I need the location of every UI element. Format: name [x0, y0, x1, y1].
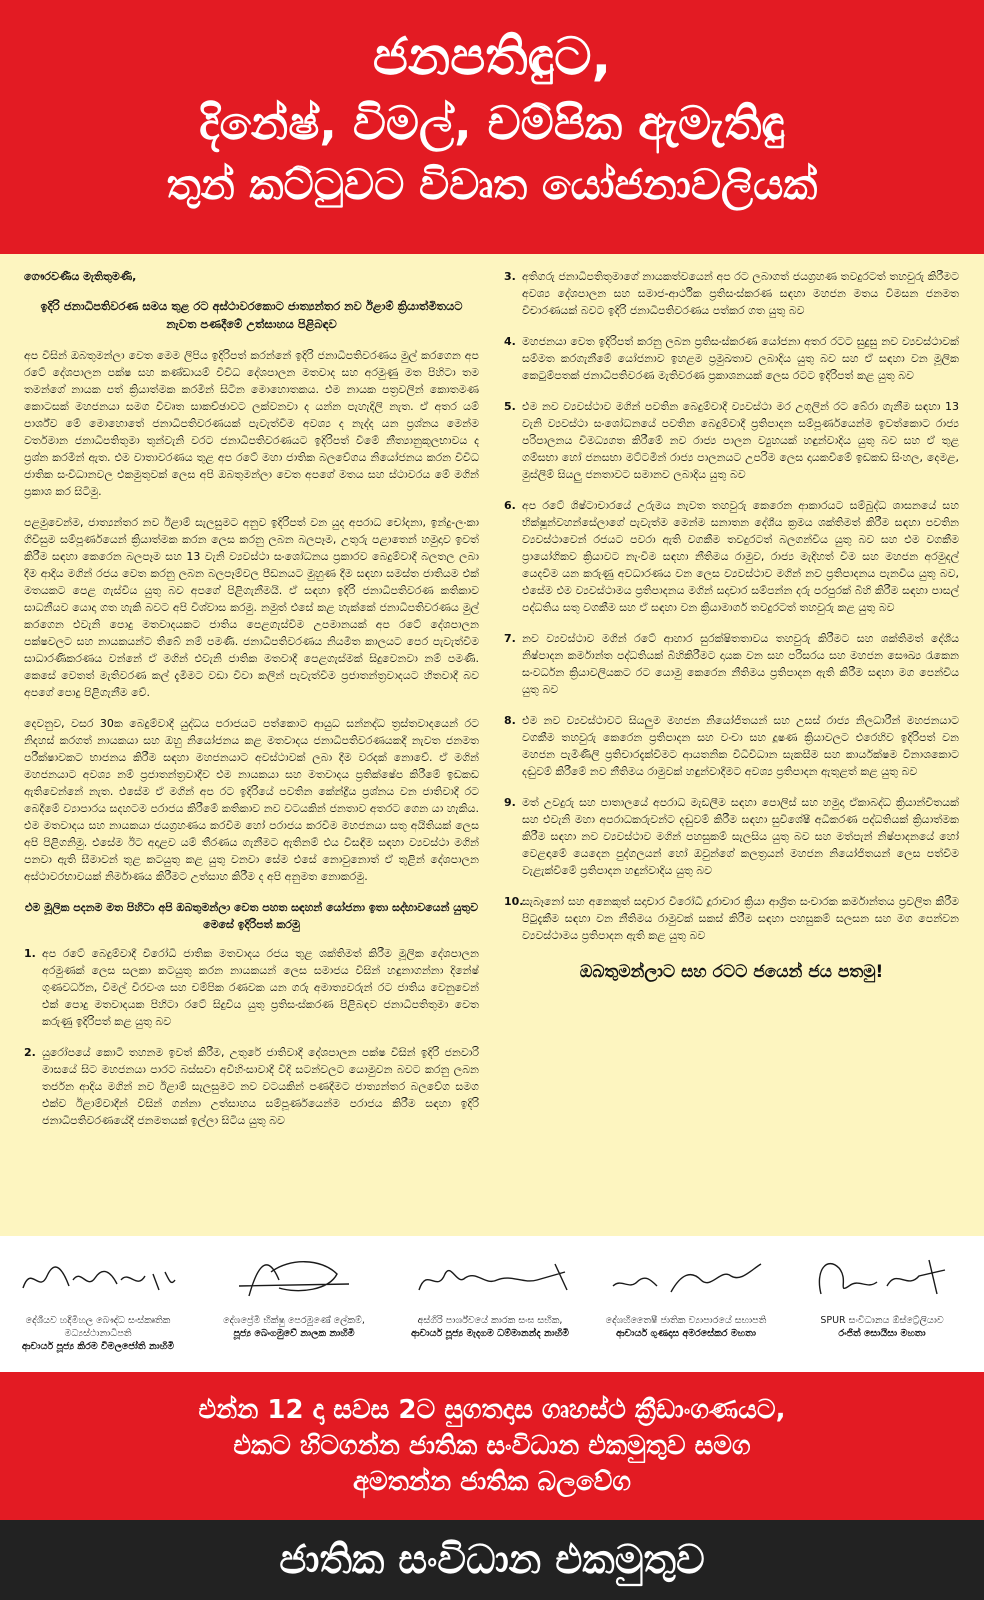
proposal-item-1	[24, 945, 479, 1030]
signatory-1	[0, 1250, 196, 1353]
proposal-text: අප රටේ ශිෂ්ටාචාරයේ උරුමය නැවත තහවුරු කෙරෙන ආකාරයට සම්බුද්ධ ශාසනයේ සහ භික්ෂූන්වහන්සේලාගේ පැවැත්ම මෙන්ම සනාතන දේශීය ක්‍රමය ශක්තිමත් කිරීම සඳහා පවතින ව්‍යවස්ථාවෙන් රජයට පවරා ඇති වගකීම තවදුරටත් බලගන්වීය යුතු බව සහ එම වගකීම ප්‍රායෝගිකව ක්‍රියාවට නැංවීම සඳහා නීතිමය රාමුව, රාජ්‍ය මැදිහත් වීම සහ මහජන අරමුදල් යෙදවීම යන කරුණු අවධාරණය වන ලෙස ව්‍යවස්ථාව මගින් නව ප්‍රතිපාදනය පැනවිය යුතු බව, එසේම එම ව්‍යවස්ථාමය ප්‍රතිපාදනය මගින් සදාචාර සම්පන්න දරු පරපුරක් බිහි කිරීම සඳහා පාසල් පද්ධතිය සතු වගකීම සහ ඒ සඳහා වන ක්‍රියාමාර්ග තවදුරටත් තහවුරු කළ යුතු බව	[522, 499, 959, 614]
headline-line-1: ජනපතිඳුට,	[372, 27, 612, 87]
headline-line-3: තුන් කට්ටුවට විවෘත යෝජනාවලියක්	[166, 159, 818, 209]
signatory-4	[588, 1250, 784, 1340]
proposal-text: සැබෑනෝ සහ අනෙකුත් සදාචාර විරෝධී දූරාචාර ක්‍රියා ආශ්‍රිත සංචාරක කර්මාන්තය ප්‍රවලිත කිරීම පිටුදැකීම සඳහා වන නීතිමය රාමුවක් සකස් කිරීම සඳහා පහසුකම් සලසන සහ මග පෙන්වන ව්‍යවස්ථාමය ප්‍රතිපාදන ඇති කළ යුතු බව	[522, 895, 959, 942]
signatures-section	[0, 1236, 984, 1372]
signature-icon	[601, 1250, 771, 1304]
rally-line-3: අමතන්න ජාතික බලවේග	[353, 1467, 631, 1497]
proposal-number: 9.	[504, 796, 516, 809]
proposal-item-9	[504, 794, 959, 879]
salutation: ගෞරවණීය මැතිතුමණි,	[24, 270, 137, 283]
proposal-text: එම නව ව්‍යවස්ථාවට සියලුම මහජන නියෝජිතයන් සහ උසස් රාජ්‍ය නිලධාරීන් මහජනයාට වගකීම තහවුරු කෙරෙන ප්‍රතිපාදන සහ වංචා සහ දූෂණ ක්‍රියාවලට එරෙහිව ඉදිරිපත් වන මහජන පැමිණිලි ප්‍රතිචාරදැක්වීමට ආයතනික විධිවිධාන සැකසීම සහ කාර්යක්ෂම විනාශකොට දඬුවම් කිරීමේ නව නීතිමය රාමුවක් හඳුන්වාදීමට අවශ්‍ය ප්‍රතිපාදන ඇතුළත් කළ යුතු බව	[522, 714, 959, 778]
letter-body	[0, 254, 984, 1236]
proposal-number: 6.	[504, 499, 516, 512]
proposal-number: 4.	[504, 335, 516, 348]
proposal-number: 7.	[504, 632, 516, 645]
signatory-name: පූජ්‍ය බෙංගමුවේ නාලක නාහිමි	[233, 1328, 355, 1339]
signatory-title: අස්ගිරි පාර්ශ්වයේ කාරක සංඝ සභික,	[417, 1315, 563, 1326]
proposal-text: මහජනයා වෙත ඉදිරිපත් කරනු ලබන ප්‍රතිසංස්කරණ යෝජනා අතර රටට සුදුසු නව ව්‍යවස්ථාවක් සම්මත කරගැනීමේ යෝජනාව ඉහළම ප්‍රමුඛතාව ලබාදිය යුතු බව සහ ඒ සඳහා වන මූලික කෙටුම්පතක් ජනාධිපතිවරණ මැතිවරණ ප්‍රකාශනයක් ලෙස රටට ඉදිරිපත් කළ යුතු බව	[522, 335, 959, 382]
proposal-number: 8.	[504, 714, 516, 727]
rally-line-1: එන්න 12 දා සවස 2ට සුගතදාස ගෘහස්ථ ක්‍රීඩාංගණයට,	[198, 1395, 786, 1425]
proposal-item-7	[504, 630, 959, 698]
header-banner	[0, 0, 984, 254]
signatory-2	[196, 1250, 392, 1340]
headline-line-2: දිනේෂ්, විමල්, චම්පික ඇමැතිඳු	[199, 96, 785, 151]
signatory-title: දේශහිතෛෂී ජාතික ව්‍යාපාරයේ සභාපති	[605, 1315, 767, 1326]
signatory-title: දේශීයව හදිමිහල බෞද්ධ සංස්කෘතික මධ්‍යස්ථානාධිපති	[25, 1315, 171, 1339]
footer-banner	[0, 1520, 984, 1600]
proposal-item-6	[504, 497, 959, 616]
signatory-5	[784, 1250, 980, 1340]
proposal-number: 3.	[504, 270, 516, 283]
proposal-number: 10.	[504, 895, 524, 908]
rally-banner	[0, 1372, 984, 1520]
signatory-name: ආචාර්ය පූජ්‍ය කිරම විමලජෝති නාහිමි	[21, 1341, 175, 1352]
signature-icon	[13, 1250, 183, 1304]
rally-line-2: එකට හිටගන්න ජාතික සංවිධාන එකමුතුව සමග	[233, 1431, 751, 1461]
proposal-item-2	[24, 1044, 479, 1129]
signature-icon	[209, 1250, 379, 1304]
letter-subject: ඉදිරි ජනාධිපතිවරණ සමය තුළ රට අස්ථාවරකොට ජාත්‍යන්තර නව ඊළාම් ක්‍රියාත්මිතයට නැවත පණදීමේ උත්සාහය පිළිබඳව	[40, 299, 463, 331]
proposal-item-10	[504, 893, 959, 944]
points-heading: එම මූලික පදනම මත පිහිටා අපි ඔබතුමන්ලා වෙත පහත සඳහන් යෝජනා ඉතා සද්භාවයෙන් යුතුව මෙසේ ඉදිරිපත් කරමු	[24, 901, 479, 931]
proposal-number: 5.	[504, 400, 516, 413]
signatory-name: රංජිත් සොයිසා මහතා	[838, 1328, 926, 1339]
proposal-number: 1.	[24, 947, 36, 960]
proposal-item-4	[504, 333, 959, 384]
letter-paragraph-3: දෙවනුව, වසර 30ක බෙදුම්වාදී යුද්ධය පරාජයට පත්කොට ආයුධ සන්නද්ධ ත්‍රස්තවාදයෙන් රට නිදහස් කරගත් නායකයා සහ ඔහු නියෝජනය කළ මතවාදය ජනාධිපතිවරණයකදී නැවත ජනමත පරීක්ෂාවකට භාජනය කිරීම සඳහා මහජනයාට අවස්ථාවක් ලබා දීම වරදක් නොවේ. ඒ මගින් මහජනයාට අවශ්‍ය නම් ප්‍රජාතන්ත්‍රවාදීව එම නායකයා සහ මතවාදය ප්‍රතික්ෂේප කිරීමේ ඉඩකඩ ඇතිවෙන්නේ නැත. එසේම ඒ මගින් අප රට ඉදිරියේ පවතින කේන්ද්‍රීය ප්‍රශ්නය වන ජාතිවාදී රට බෙදීමේ ව්‍යාපාරය සදහටම පරාජය කිරීමේ කතිකාව නව වටයකින් ජනතාව අතරට ගෙන යා හැකිය. එම මතවාදය සහ නායකයා ජයග්‍රහණය කරවීම හෝ පරාජය කරවීම මහජනයා සතු අයිතියක් ලෙස අපි පිළිගනිමු. එසේම ඊට අදාළව යම් තීරණය ගැනීමට ඇතිනම් එය විසඳීම සඳහා ව්‍යවස්ථා මගින් පනවා ඇති සීමාවන් තුළ කටයුතු කළ යුතු වනවා සේම එසේ නොවුනොත් ඒ තුළින් දේශපාලන අස්ථාවරභාවයක් නිර්මාණය කිරීමට උත්සාහ කිරීම ද අපි අනුමත නොකරමු.	[24, 717, 479, 883]
letter-paragraph-2: පළමුවෙන්ම, ජාත්‍යන්තර නව ඊළාම් සැලසුමට අනුව ඉදිරිපත් වන යුද අපරාධ චෝදනා, ඉන්දු-ලංකා ගිවිසුම සම්පූර්ණයෙන් ක්‍රියාත්මක කරන ලෙස කරනු ලබන බලපෑම, උතුරු පළාතෙන් හමුදාව ඉවත් කිරීම සඳහා කෙරෙන බලපෑම සහ 13 වැනි ව්‍යවස්ථා සංශෝධනය ප්‍රකාරව බෙදුම්වාදී බලතල ලබා දීම ආදිය මගින් රජය වෙත කරනු ලබන බලපෑම්වල පීඩනයට මුහුණ දීම සඳහා සමස්ත ජාතියම එක් මතයකට පෙළ ගැස්විය යුතු බව අපගේ පිළිගැනීමයි. ඒ සඳහා ඉදිරි ජනාධිපතිවරණ කතිකාව සාධනීයව යොදා ගත හැකි බවට අපි විශ්වාස කරමු. නමුත් එසේ කළ හැක්කේ ජනාධිපතිවරණය මුල් කරගෙන එවැනි පොදු මතවාදයකට ජාතිය පෙළගැස්වීම උපමානයක් අප රටේ දේශපාලන පක්ෂවලට සහ නායකයන්ට තිබේ නම් පමණි. ජනාධිපතිවරණය නියමිත කාලයට පෙර පැවැත්වීම සාධාරණිකරණය වන්නේ ඒ මගින් එවැනි ජාතික මතවාදී පෙළගැස්මක් සිදුවෙනවා නම් පමණි. කෙසේ වෙතත් මැතිවරණ කල් දැමීමට වඩා වීවා කලින් පැවැත්වීම ප්‍රජාතන්ත්‍රවාදයට හිතවාදී බව අපගේ පොදු පිළිගැනීම වේ.	[24, 516, 479, 699]
proposal-text: අප රටේ බෙදුම්වාදී විරෝධී ජාතික මතවාදය රජය තුළ ශක්තිමත් කිරීම මූලික දේශපාලන අරමුණක් ලෙස සලකා කටයුතු කරන නායකයන් ලෙස සමාජය විසින් හඳුනාගන්නා දිනේෂ් ගුණවර්ධන, විමල් වීරවංශ සහ චම්පික රණවක යන ගරු අමාත්‍යවරුන් රට ජාතිය වෙනුවෙන් එක් පොදු මතවාදයක පිහිටා රටේ සිදුවිය යුතු ප්‍රතිසංස්කරණ පිළිබඳව ජනාධිපතිතුමා වෙත කරුණු ඉදිරිපත් කළ යුතු බව	[42, 947, 479, 1028]
signatory-name: ආචාර්ය පූජ්‍ය මැදගම ධම්මානන්ද නාහිමි	[410, 1328, 570, 1339]
letter-column-right	[504, 268, 959, 1224]
proposal-item-3	[504, 268, 959, 319]
proposal-item-8	[504, 712, 959, 780]
closing-line: ඔබතුමන්ලාට සහ රටට ජයෙන් ජය පතමු!	[579, 962, 884, 982]
signatory-3	[392, 1250, 588, 1340]
signature-icon	[797, 1250, 967, 1304]
proposal-item-5	[504, 398, 959, 483]
signature-icon	[405, 1250, 575, 1304]
letter-paragraph-1: අප විසින් ඔබතුමන්ලා වෙත මෙම ලිපිය ඉදිරිපත් කරන්නේ ඉදිරි ජනාධිපතිවරණය මුල් කරගෙන අප රටේ දේශපාලන පක්ෂ සහ කණ්ඩායම් විවිධ දේශපාලන මතවාද සහ අරමුණු මත පිහිටා තම තමන්ගේ නායක පත් ක්‍රියාත්මක කරමින් සිටින මොහොතකය. එම නායක පත්‍රවලින් කොතමණ කොටසක් මහජනයා සමග විවෘත සාකච්ඡාවට ලක්වනවා ද යන්න පැහැදිලි නැත. ඒ අතර යම් පාර්ශ්ව මේ මොහොතේ ජනාධිපතිවරණයක් පැවැත්වීම අවශ්‍ය ද නැද්ද යන ප්‍රශ්නය මෙන්ම වර්තමාන ජනාධිපතිතුමා තුන්වැනි වරට ජනාධිපතිවරණයට ඉදිරිපත් වීමේ නීත්‍යානුකූලභාවය ද ප්‍රශ්න කරමින් ඇත. එම වාතාවරණය තුළ අප රටේ මහා ජාතික බලවේගය නියෝජනය කරන විවිධ ජාතික සංවිධානවල එකමුතුවක් ලෙස අපි ඔබතුමන්ලා වෙත අපගේ මතය සහ ස්ථාවරය මේ මගින් ප්‍රකාශ කර සිටිමු.	[24, 349, 479, 498]
proposal-text: අතිගරු ජනාධිපතිතුමාගේ නායකත්වයෙන් අප රට ලබාගත් ජයග්‍රහණ තවදුරටත් තහවුරු කිරීමට අවශ්‍ය දේශපාලන සහ සමාජ-ආර්ථික ප්‍රතිසංස්කරණ සඳහා මහජන මතය විමසන ජනමත විචාරණයක් බවට ඉදිරි ජනාධිපතිවරණය පත්කර ගත යුතු බව	[522, 270, 959, 317]
signatory-title: SPUR සංවිධානය ඕස්ට්‍රේලියාව	[820, 1315, 944, 1326]
proposal-number: 2.	[24, 1046, 36, 1059]
proposal-text: නව ව්‍යවස්ථාව මගින් රටේ ආහාර සුරක්ෂිතතාවය තහවුරු කිරීමට සහ ශක්තිමත් දේශීය නිෂ්පාදන කර්මාන්ත පද්ධතියක් බිහිකිරීමට දායක වන සහ පරිසරය සහ මහජන සෞඛ්‍ය රැකෙන සංවර්ධන ක්‍රියාවලියකට රට යොමු කෙරෙන නීතිමය ප්‍රතිපාදන ඇති කිරීම සඳහා මග පෙන්විය යුතු බව	[522, 632, 959, 696]
signatory-name: ආචාර්ය ගුණදාස අමරසේකර මහතා	[615, 1328, 757, 1339]
proposal-text: යුරෝපයේ කොටි තහනම ඉවත් කිරීම, උතුරේ ජාතිවාදී දේශපාලන පක්ෂ විසින් ඉදිරි ජනවාරි මාසයේ සිට මහජනයා පාරට බස්සවා අවිහිංසාවාදී විදි සටන්වලට යොමුවන බවට කරනු ලබන තර්ජන ආදිය මගින් නව ඊළාම් සැලසුමට නව වටයකින් පණදීමට ජාත්‍යන්තර බලවේග සමග එක්ව ඊළාම්වාදීන් විසින් ගන්නා උත්සාහය සම්පූර්ණයෙන්ම පරාජය කිරීම සඳහා ඉදිරි ජනාධිපතිවරණයේදී ජනමතයක් ඉල්ලා සිටිය යුතු බව	[42, 1046, 479, 1127]
proposal-text: එම නව ව්‍යවස්ථාව මගින් පවතින බෙදුම්වාදී ව්‍යවස්ථා මර උගුලින් රට බේරා ගැනීම සඳහා 13 වැනි ව්‍යවස්ථා සංශෝධනයේ පවතින බෙදුම්වාදී ප්‍රතිපාදන සම්පූර්ණයෙන්ම ඉවත්කොට රාජ්‍ය පරිපාලනය විමධ්‍යගත කිරීමේ නව රාජ්‍ය පාලන ව්‍යුහයක් හඳුන්වාදිය යුතු බව සහ ඒ තුළ ගම්සභා හෝ ජනසභා මට්ටමින් රාජ්‍ය පාලනයට උපරිම ලෙස දායකවීමේ ඉඩකඩ සිංහල, දෙමළ, මුස්ලිම් සියලු ජනතාවට සමානව ලබාදිය යුතු බව	[522, 400, 959, 481]
letter-column-left	[24, 268, 479, 1224]
organization-name: ජාතික සංවිධාන එකමුතුව	[279, 1537, 705, 1583]
signatory-title: දේශප්‍රේමී භික්ෂු පෙරමුණේ ලේකම්,	[223, 1315, 365, 1326]
proposal-text: මත් උවදුරු සහ පාතාලයේ අපරාධ මැඩලීම සඳහා පොලිස් සහ හමුදා ඒකාබද්ධ ක්‍රියාන්විතයක් සහ එවැනි මහා අපරාධකරුවන්ට දඬුවම් කිරීම සඳහා සුවිශේෂී අධිකරණ පද්ධතියක් ක්‍රියාත්මක කිරීම සඳහා නව ව්‍යවස්ථාව මගින් පහසුකම් සැලසිය යුතු බව සහ මත්පැන් නිෂ්පාදනයේ හෝ වෙළඳාමේ යෙදෙන පුද්ගලයන් හෝ ඔවුන්ගේ කලත්‍රයන් මහජන නියෝජිතයන් ලෙස පත්වීම වැළැක්වීමේ ප්‍රතිපාදන හඳුන්වාදිය යුතු බව	[522, 796, 959, 877]
